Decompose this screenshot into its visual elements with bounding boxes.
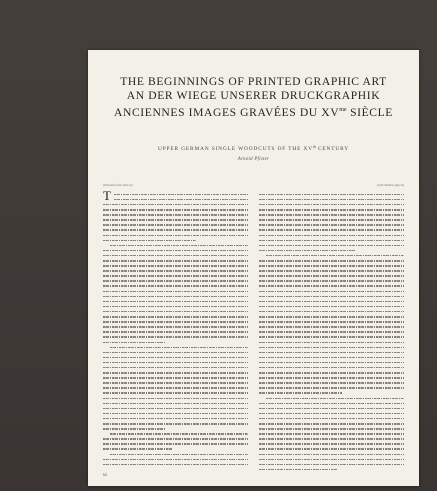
title-line-3-end: SIÈCLE [346, 106, 393, 119]
title-line-2: AN DER WIEGE UNSERER DRUCKGRAPHIK [126, 89, 381, 102]
text-line [103, 462, 248, 467]
text-line [259, 467, 404, 472]
title-block [88, 75, 419, 120]
title-line-3-main: ANCIENNES IMAGES GRAVÉES DU XV [114, 106, 340, 119]
subtitle [88, 145, 419, 152]
caption-left: [Illustration from: Swiss 22] [103, 184, 133, 187]
title-line-3 [88, 103, 419, 120]
subtitle-main: UPPER GERMAN SINGLE WOODCUTS OF THE XV [157, 146, 313, 152]
drop-cap: T [103, 188, 111, 203]
author: Arnold Pfister [237, 157, 270, 162]
subtitle-end: CENTURY [315, 146, 349, 152]
subtitle-sup: th [312, 145, 316, 149]
book-page [88, 50, 419, 486]
title-line-1: THE BEGINNINGS OF PRINTED GRAPHIC ART [120, 75, 387, 88]
page-number: 62 [103, 472, 107, 477]
text-column-right [259, 192, 404, 472]
text-column-left [103, 188, 248, 467]
title-line-3-sup: me [339, 107, 347, 113]
caption-right: [Color Woodcut, page 24] [376, 184, 404, 187]
